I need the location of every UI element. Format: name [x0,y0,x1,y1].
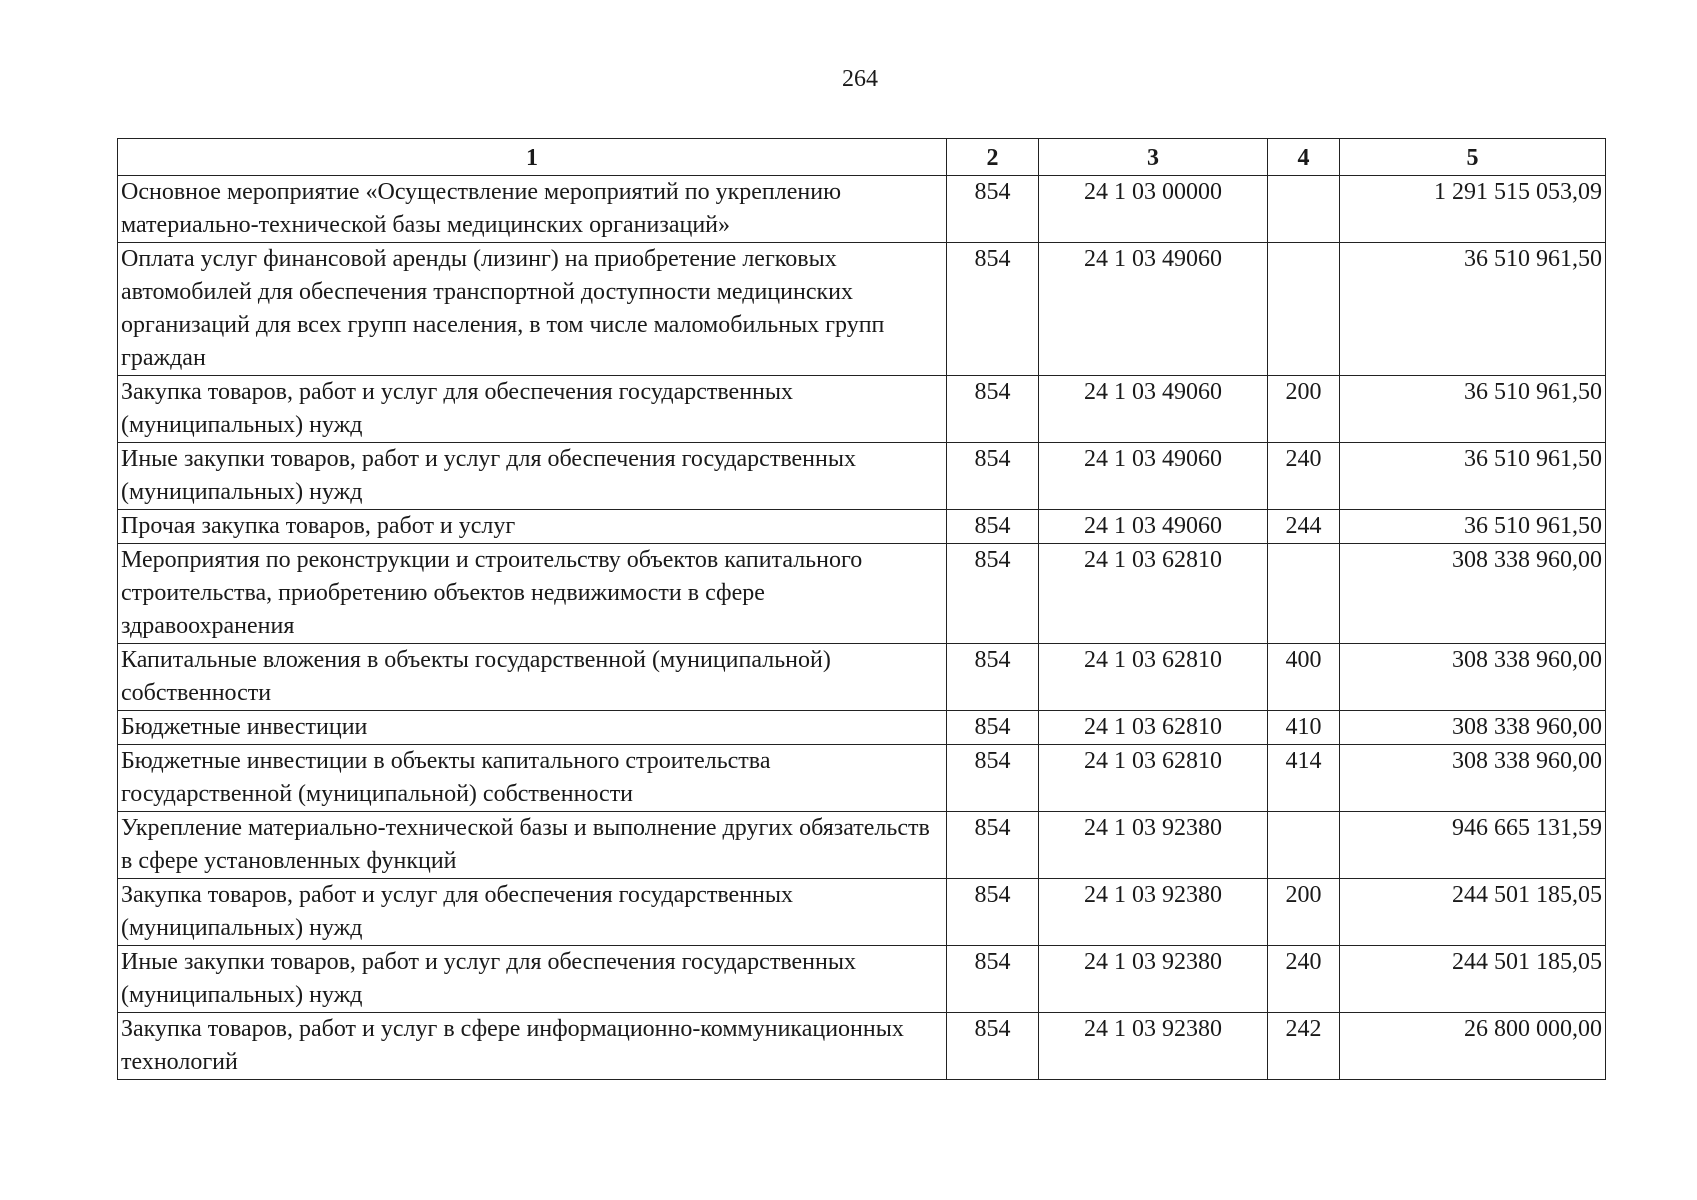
row-amount-cell: 308 338 960,00 [1340,544,1606,644]
row-amount-cell: 36 510 961,50 [1340,376,1606,443]
header-cell-amount: 5 [1340,139,1606,176]
row-name-cell: Прочая закупка товаров, работ и услуг [118,510,947,544]
row-ministry-cell: 854 [947,644,1039,711]
table-row [118,644,1606,711]
row-ministry-cell: 854 [947,745,1039,812]
table-row [118,879,1606,946]
row-target-code-cell: 24 1 03 92380 [1039,879,1268,946]
row-expense-type-cell: 244 [1268,510,1340,544]
row-amount-cell: 308 338 960,00 [1340,711,1606,745]
row-amount-cell: 36 510 961,50 [1340,443,1606,510]
row-name-cell: Основное мероприятие «Осуществление мероприятий по укреплению материально-технической базы медицинских организаций» [118,176,947,243]
row-expense-type-cell [1268,812,1340,879]
header-cell-name: 1 [118,139,947,176]
table-row [118,711,1606,745]
row-target-code-cell: 24 1 03 00000 [1039,176,1268,243]
table-row [118,812,1606,879]
row-ministry-cell: 854 [947,376,1039,443]
row-target-code-cell: 24 1 03 49060 [1039,376,1268,443]
table-row [118,376,1606,443]
table-row [118,544,1606,644]
row-amount-cell: 308 338 960,00 [1340,745,1606,812]
row-name-cell: Бюджетные инвестиции [118,711,947,745]
row-name-cell: Закупка товаров, работ и услуг в сфере информационно-коммуникационных технологий [118,1013,947,1080]
row-amount-cell: 36 510 961,50 [1340,243,1606,376]
table-body [118,176,1606,1080]
row-name-cell: Капитальные вложения в объекты государственной (муниципальной) собственности [118,644,947,711]
row-ministry-cell: 854 [947,812,1039,879]
row-target-code-cell: 24 1 03 62810 [1039,644,1268,711]
row-amount-cell: 244 501 185,05 [1340,879,1606,946]
row-target-code-cell: 24 1 03 62810 [1039,544,1268,644]
row-target-code-cell: 24 1 03 92380 [1039,1013,1268,1080]
row-name-cell: Оплата услуг финансовой аренды (лизинг) на приобретение легковых автомобилей для обеспечения транспортной доступности медицинских организаций для всех групп населения, в том числе маломобильных групп граждан [118,243,947,376]
row-expense-type-cell: 240 [1268,443,1340,510]
row-ministry-cell: 854 [947,1013,1039,1080]
row-expense-type-cell: 400 [1268,644,1340,711]
row-ministry-cell: 854 [947,443,1039,510]
row-name-cell: Закупка товаров, работ и услуг для обеспечения государственных (муниципальных) нужд [118,376,947,443]
page-number: 264 [842,66,878,92]
row-name-cell: Иные закупки товаров, работ и услуг для обеспечения государственных (муниципальных) нужд [118,946,947,1013]
row-amount-cell: 1 291 515 053,09 [1340,176,1606,243]
row-expense-type-cell [1268,176,1340,243]
table-row [118,1013,1606,1080]
table-row [118,510,1606,544]
row-expense-type-cell: 200 [1268,879,1340,946]
row-amount-cell: 946 665 131,59 [1340,812,1606,879]
row-ministry-cell: 854 [947,946,1039,1013]
row-name-cell: Закупка товаров, работ и услуг для обеспечения государственных (муниципальных) нужд [118,879,947,946]
header-row [118,139,1606,176]
table-row [118,443,1606,510]
row-ministry-cell: 854 [947,879,1039,946]
row-amount-cell: 36 510 961,50 [1340,510,1606,544]
budget-table [117,138,1606,1080]
header-cell-ministry: 2 [947,139,1039,176]
table-row [118,946,1606,1013]
row-amount-cell: 308 338 960,00 [1340,644,1606,711]
row-name-cell: Иные закупки товаров, работ и услуг для обеспечения государственных (муниципальных) нужд [118,443,947,510]
row-expense-type-cell: 240 [1268,946,1340,1013]
row-ministry-cell: 854 [947,176,1039,243]
row-expense-type-cell [1268,243,1340,376]
row-target-code-cell: 24 1 03 49060 [1039,510,1268,544]
row-expense-type-cell [1268,544,1340,644]
table-row [118,243,1606,376]
row-target-code-cell: 24 1 03 62810 [1039,745,1268,812]
row-target-code-cell: 24 1 03 49060 [1039,243,1268,376]
row-name-cell: Бюджетные инвестиции в объекты капитального строительства государственной (муниципальной) собственности [118,745,947,812]
row-target-code-cell: 24 1 03 49060 [1039,443,1268,510]
row-name-cell: Укрепление материально-технической базы и выполнение других обязательств в сфере установленных функций [118,812,947,879]
row-expense-type-cell: 414 [1268,745,1340,812]
row-amount-cell: 26 800 000,00 [1340,1013,1606,1080]
row-target-code-cell: 24 1 03 92380 [1039,946,1268,1013]
row-target-code-cell: 24 1 03 92380 [1039,812,1268,879]
row-ministry-cell: 854 [947,711,1039,745]
row-expense-type-cell: 410 [1268,711,1340,745]
row-ministry-cell: 854 [947,243,1039,376]
header-cell-target-code: 3 [1039,139,1268,176]
row-ministry-cell: 854 [947,544,1039,644]
row-amount-cell: 244 501 185,05 [1340,946,1606,1013]
row-ministry-cell: 854 [947,510,1039,544]
row-target-code-cell: 24 1 03 62810 [1039,711,1268,745]
row-expense-type-cell: 242 [1268,1013,1340,1080]
row-expense-type-cell: 200 [1268,376,1340,443]
header-cell-expense-type: 4 [1268,139,1340,176]
table-row [118,176,1606,243]
row-name-cell: Мероприятия по реконструкции и строительству объектов капитального строительства, приобретению объектов недвижимости в сфере здравоохранения [118,544,947,644]
table-row [118,745,1606,812]
